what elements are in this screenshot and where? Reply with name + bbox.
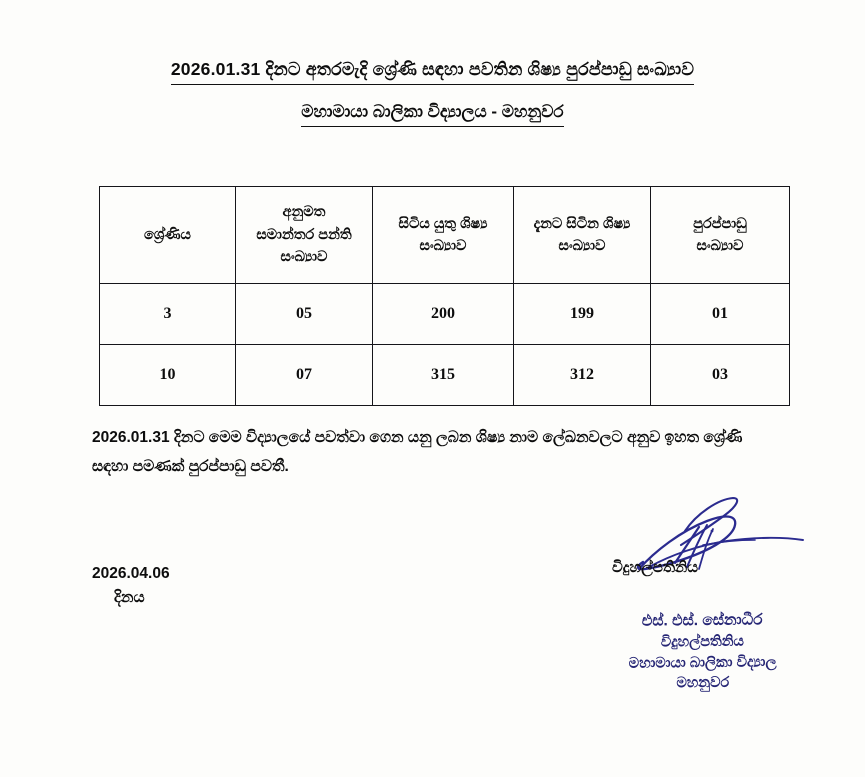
vacancy-table bbox=[99, 186, 790, 406]
table-body bbox=[100, 284, 790, 406]
column-header-required-students-line1: සිටිය යුතු ශිෂ්‍ය bbox=[398, 215, 488, 232]
official-stamp bbox=[595, 609, 811, 695]
body-paragraph: 2026.01.31 දිනට මෙම විද්‍යාලයේ පවත්වා ගෙන යනු ලබන ශිෂ්‍ය නාම ලේඛනවලට අනුව ඉහත ශ්‍රේණි සඳහා පමණක් පුරප්පාඩු පවතී. bbox=[92, 429, 743, 475]
signature-caption: විදුහල්පතිනිය bbox=[612, 559, 698, 576]
column-header-approved-classes-line1: අනුමත bbox=[282, 204, 326, 221]
page-title-text: 2026.01.31 දිනට අතරමැදි ශ්‍රේණි සඳහා පවතින ශිෂ්‍ය පුරප්පාඩු සංඛ්‍යාව bbox=[171, 58, 694, 85]
date-label: දිනය bbox=[114, 589, 145, 607]
cell-approved-classes: 05 bbox=[236, 284, 373, 345]
table-header-row bbox=[100, 187, 790, 284]
cell-grade: 3 bbox=[100, 284, 236, 345]
cell-vacancies: 01 bbox=[651, 284, 790, 345]
column-header-vacancies bbox=[651, 187, 790, 284]
stamp-role: විදුහල්පතිනිය bbox=[660, 633, 745, 651]
column-header-required-students bbox=[373, 187, 514, 284]
stamp-school: මහාමායා බාලිකා විද්‍යාල bbox=[628, 653, 777, 672]
column-header-approved-classes-line2: සමාන්තර පන්ති bbox=[256, 226, 352, 243]
stamp-city: මහනුවර bbox=[676, 674, 730, 692]
column-header-grade bbox=[100, 187, 236, 284]
cell-vacancies: 03 bbox=[651, 345, 790, 406]
cell-current-students: 199 bbox=[514, 284, 651, 345]
column-header-vacancies-line2: සංඛ්‍යාව bbox=[696, 238, 744, 254]
signature-block bbox=[600, 495, 830, 576]
column-header-vacancies-line1: පුරප්පාඩු bbox=[693, 215, 747, 232]
cell-approved-classes: 07 bbox=[236, 345, 373, 406]
column-header-grade-line1: ශ්‍රේණිය bbox=[144, 226, 191, 243]
column-header-required-students-line2: සංඛ්‍යාව bbox=[419, 238, 467, 254]
vacancy-table-container bbox=[99, 186, 754, 406]
column-header-current-students-line2: සංඛ්‍යාව bbox=[558, 238, 606, 254]
document-header bbox=[0, 0, 865, 127]
page-subtitle-text: මහාමායා බාලිකා විද්‍යාලය - මහනුවර bbox=[301, 101, 563, 127]
table-header bbox=[100, 187, 790, 284]
cell-current-students: 312 bbox=[514, 345, 651, 406]
cell-grade: 10 bbox=[100, 345, 236, 406]
table-row bbox=[100, 284, 790, 345]
date-value: 2026.04.06 bbox=[92, 565, 170, 582]
table-row bbox=[100, 345, 790, 406]
page-subtitle bbox=[0, 101, 865, 127]
column-header-current-students-line1: දැනට සිටින ශිෂ්‍ය bbox=[533, 215, 631, 232]
cell-required-students: 315 bbox=[373, 345, 514, 406]
stamp-name: එස්. එස්. සේනාධීර bbox=[641, 611, 763, 630]
page-title bbox=[0, 58, 865, 85]
date-block bbox=[92, 562, 170, 610]
column-header-approved-classes bbox=[236, 187, 373, 284]
column-header-current-students bbox=[514, 187, 651, 284]
cell-required-students: 200 bbox=[373, 284, 514, 345]
column-header-approved-classes-line3: සංඛ්‍යාව bbox=[280, 249, 328, 266]
